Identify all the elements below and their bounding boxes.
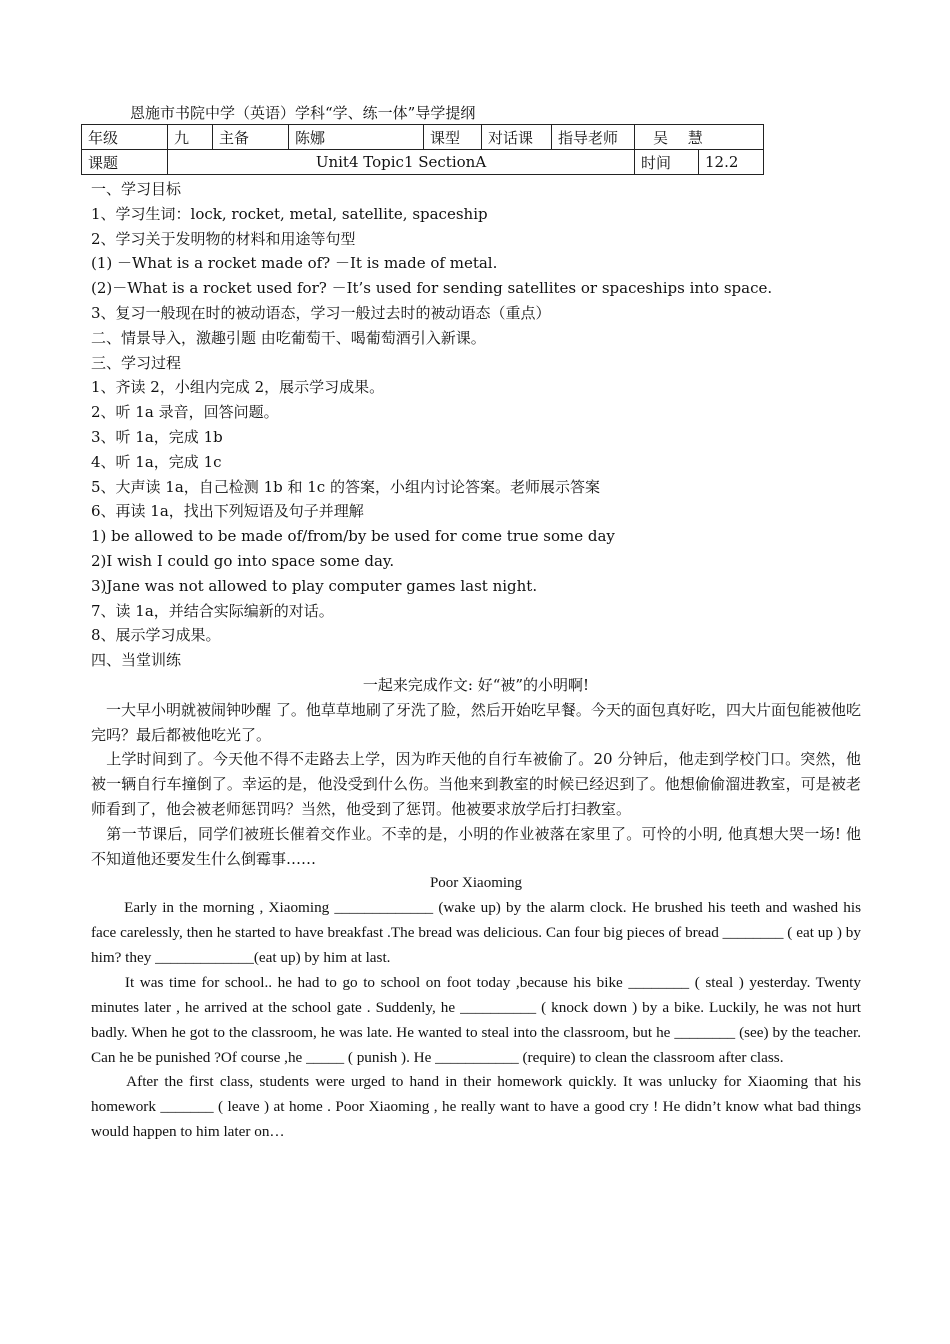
outline-section [91, 177, 861, 673]
outline-line: 6、再读 1a，找出下列短语及句子并理解 [91, 502, 364, 521]
outline-line: 三、学习过程 [91, 353, 182, 372]
topic-label: 课题 [82, 150, 168, 175]
outline-line: 3、复习一般现在时的被动语态，学习一般过去时的被动语态（重点） [91, 303, 551, 322]
lesson-info-table [81, 124, 764, 175]
chinese-paragraph: 第一节课后，同学们被班长催着交作业。不幸的是，小明的作业被落在家里了。可怜的小明, 他真想大哭一场! 他不知道他还要发生什么倒霉事…… [91, 824, 861, 868]
outline-line: 7、读 1a，并结合实际编新的对话。 [91, 601, 334, 620]
date-label: 时间 [635, 150, 699, 175]
english-paragraph: After the first class, students were urged to hand in their homework quickly. It was unlucky for Xiaoming that his homework _______ ( leave ) at home . Poor Xiaoming , he really want to have a good cry ! He didn’t know what bad things would happen to him later on… [91, 1073, 861, 1141]
lesson-type-label: 课型 [424, 125, 482, 150]
grade-value: 九 [168, 125, 213, 150]
preparer-value: 陈娜 [289, 125, 424, 150]
outline-line: 1) be allowed to be made of/from/by be used for come true some day [91, 527, 615, 546]
outline-line: 一、学习目标 [91, 180, 182, 198]
chinese-paragraph: 上学时间到了。今天他不得不走路去上学，因为昨天他的自行车被偷了。20 分钟后，他走到学校门口。突然，他被一辆自行车撞倒了。幸运的是，他没受到什么伤。当他来到教室的时候已经迟到了。他想偷偷溜进教室，可是被老师看到了，他会被老师惩罚吗？当然，他受到了惩罚。他被要求放学后打扫教室。 [91, 750, 861, 818]
lesson-type-value: 对话课 [482, 125, 552, 150]
english-paragraph: It was time for school.. he had to go to school on foot today ,because his bike ________ ( steal ) yesterday. Twenty minutes later , he arrived at the school gate . Suddenly, he __________ ( knock down ) by a bike. Luckily, he was not hurt badly. When he got to the classroom, he was late. He wanted to steal into the classroom, but he ________ (see) by the teacher. Can he be punished ?Of course ,he _____ ( punish ). He ___________ (require) to clean the classroom after class. [91, 973, 861, 1066]
outline-line: (2)－What is a rocket used for? －It’s used for sending satellites or spaceships into space. [91, 279, 773, 298]
outline-line: (1) －What is a rocket made of? －It is made of metal. [91, 254, 498, 273]
chinese-paragraph: 一大早小明就被闹钟吵醒 了。他草草地刷了牙洗了脸，然后开始吃早餐。今天的面包真好吃，四大片面包能被他吃完吗？最后都被他吃光了。 [91, 700, 861, 744]
document-body [91, 177, 861, 1145]
outline-line: 1、齐读 2，小组内完成 2，展示学习成果。 [91, 378, 385, 397]
info-row-1 [82, 125, 764, 150]
outline-line: 4、听 1a，完成 1c [91, 452, 222, 471]
supervisor-value: 吴 慧 [635, 125, 764, 150]
outline-line: 四、当堂训练 [91, 651, 182, 670]
outline-line: 二、情景导入，激趣引题 由吃葡萄干、喝葡萄酒引入新课。 [91, 328, 486, 347]
outline-line: 1、学习生词：lock, rocket, metal, satellite, spaceship [91, 204, 488, 223]
date-value: 12.2 [699, 150, 764, 175]
english-paragraph: Early in the morning , Xiaoming _____________ (wake up) by the alarm clock. He brushed his teeth and washed his face carelessly, then he started to have breakfast .The bread was delicious. Can four big pieces of bread ________ ( eat up ) by him? they _____________(eat up) by him at last. [91, 899, 861, 966]
info-row-2 [82, 150, 764, 175]
topic-value: Unit4 Topic1 SectionA [168, 150, 635, 175]
preparer-label: 主备 [213, 125, 289, 150]
supervisor-label: 指导老师 [552, 125, 635, 150]
outline-line: 8、展示学习成果。 [91, 626, 221, 645]
outline-line: 5、大声读 1a，自己检测 1b 和 1c 的答案，小组内讨论答案。老师展示答案 [91, 477, 600, 496]
outline-line: 3)Jane was not allowed to play computer games last night. [91, 576, 538, 595]
grade-label: 年级 [82, 125, 168, 150]
english-essay-title: Poor Xiaoming [429, 875, 523, 892]
document-title: 恩施市书院中学（英语）学科“学、练一体”导学提纲 [130, 104, 476, 122]
outline-line: 3、听 1a，完成 1b [91, 427, 223, 446]
chinese-essay-title: 一起来完成作文: 好“被”的小明啊! [362, 675, 590, 694]
outline-line: 2、学习关于发明物的材料和用途等句型 [91, 229, 356, 248]
outline-line: 2、听 1a 录音，回答问题。 [91, 403, 279, 422]
outline-line: 2)I wish I could go into space some day. [91, 551, 395, 570]
